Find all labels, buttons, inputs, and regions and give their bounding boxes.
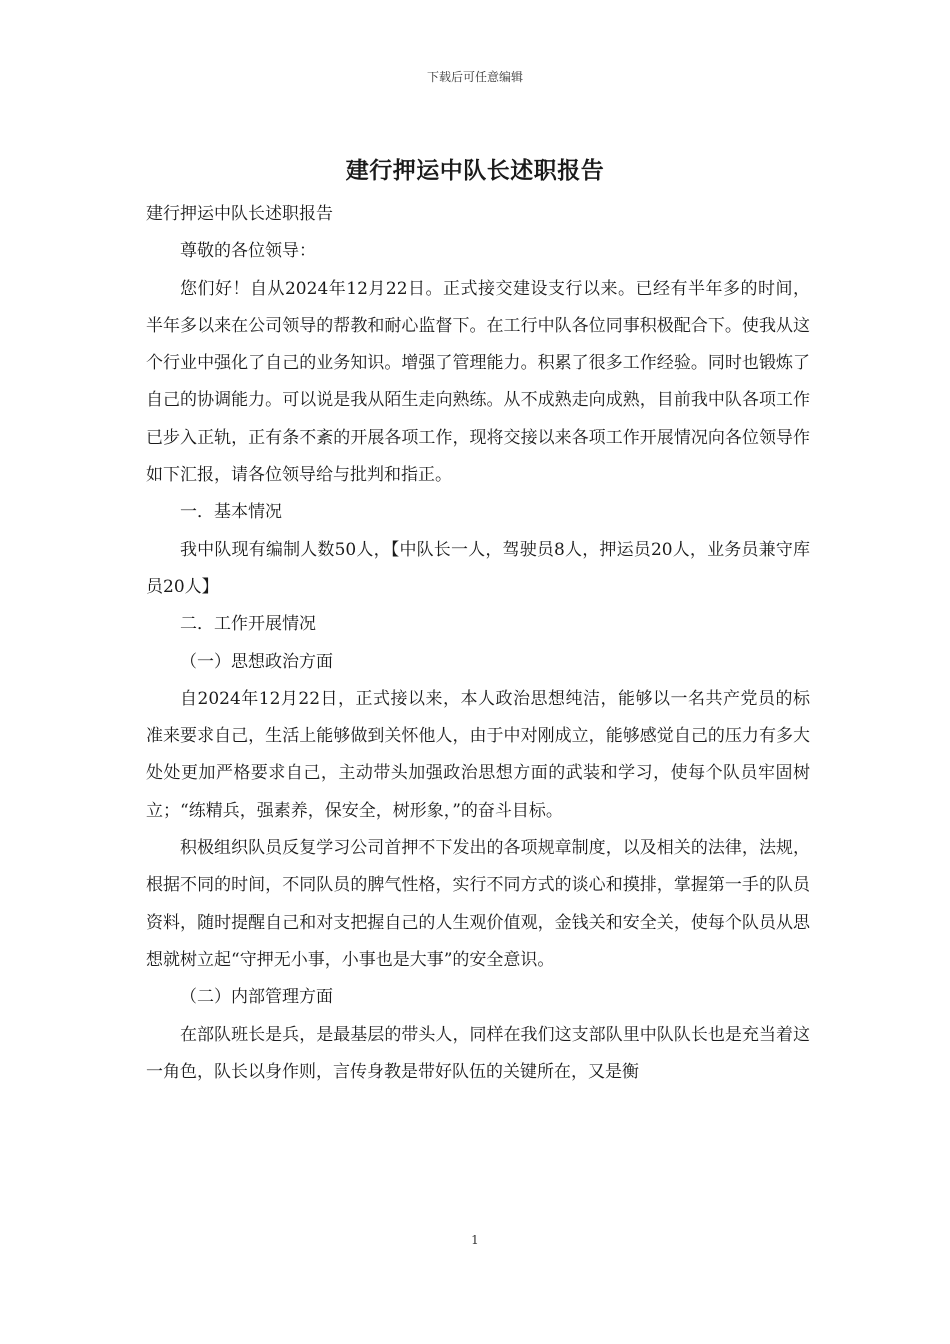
document-body xyxy=(146,196,810,1091)
page-header: 下载后可任意编辑 xyxy=(426,70,523,84)
paragraph-internal-management: 在部队班长是兵，是最基层的带头人，同样在我们这支部队里中队队长也是充当着这一角色，队长以身作则，言传身教是带好队伍的关键所在，又是衡 xyxy=(146,1024,810,1082)
paragraph-staffing: 我中队现有编制人数50人，【中队长一人，驾驶员8人，押运员20人，业务员兼守库员20人】 xyxy=(146,539,810,597)
document-title: 建行押运中队长述职报告 xyxy=(345,157,605,184)
paragraph-political-2: 积极组织队员反复学习公司首押不下发出的各项规章制度，以及相关的法律，法规，根据不同的时间，不同队员的脾气性格，实行不同方式的谈心和摸排，掌握第一手的队员资料，随时提醒自己和对支把握自己的人生观价值观，金钱关和安全关，使每个队员从思想就树立起“守押无小事，小事也是大事”的安全意识。 xyxy=(146,838,810,970)
section-heading-work-progress: 二．工作开展情况 xyxy=(180,614,316,635)
paragraph-introduction: 您们好！自从2024年12月22日。正式接交建设支行以来。已经有半年多的时间，半年多以来在公司领导的帮教和耐心监督下。在工行中队各位同事积极配合下。使我从这个行业中强化了自己的业务知识。增强了管理能力。积累了很多工作经验。同时也锻炼了自己的协调能力。可以说是我从陌生走向熟练。从不成熟走向成熟，目前我中队各项工作已步入正轨，正有条不紊的开展各项工作，现将交接以来各项工作开展情况向各位领导作如下汇报，请各位领导给与批判和指正。 xyxy=(146,278,810,486)
page-number: 1 xyxy=(471,1233,479,1247)
paragraph-repeat-title: 建行押运中队长述职报告 xyxy=(146,204,333,224)
section-heading-basic-situation: 一．基本情况 xyxy=(180,502,282,523)
paragraph-political-1: 自2024年12月22日，正式接以来，本人政治思想纯洁，能够以一名共产党员的标准来要求自己，生活上能够做到关怀他人，由于中对刚成立，能够感觉自己的压力有多大处处更加严格要求自己，主动带头加强政治思想方面的武装和学习，使每个队员牢固树立；“练精兵，强素养，保安全，树形象，”的奋斗目标。 xyxy=(146,688,810,821)
subsection-heading-political: （一）思想政治方面 xyxy=(180,651,333,672)
paragraph-salutation: 尊敬的各位领导： xyxy=(180,241,316,262)
subsection-heading-internal-management: （二）内部管理方面 xyxy=(180,987,333,1008)
